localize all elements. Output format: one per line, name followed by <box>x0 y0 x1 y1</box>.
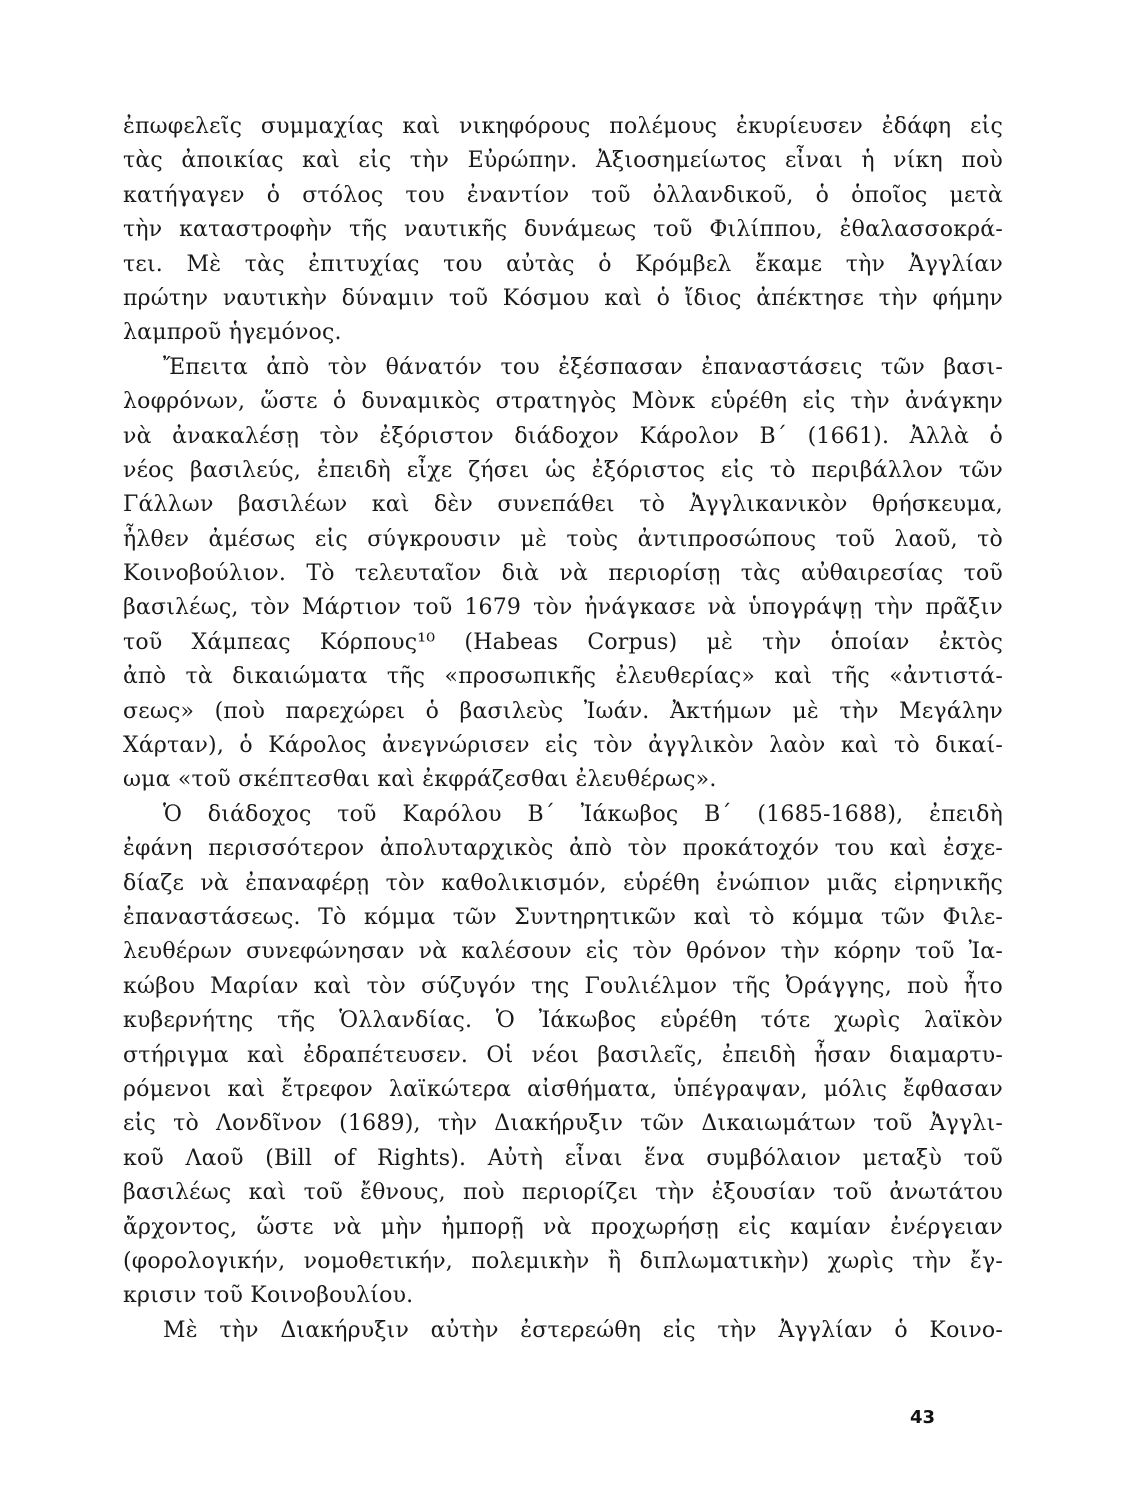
text-line: βασιλέως, τὸν Μάρτιον τοῦ 1679 τὸν ἠνάγκασε νὰ ὑπογράψῃ τὴν πρᾶξιν <box>123 595 1003 621</box>
text-line: νέος βασιλεύς, ἐπειδὴ εἶχε ζήσει ὡς ἐξόριστος εἰς τὸ περιβάλλον τῶν <box>123 457 1003 483</box>
text-line: λοφρόνων, ὥστε ὁ δυναμικὸς στρατηγὸς Μὸνκ εὑρέθη εἰς τὴν ἀνάγκην <box>123 389 1003 415</box>
text-line: στήριγμα καὶ ἐδραπέτευσεν. Οἱ νέοι βασιλεῖς, ἐπειδὴ ἦσαν διαμαρτυ- <box>123 1042 1003 1068</box>
text-line: ἐπωφελεῖς συμμαχίας καὶ νικηφόρους πολέμους ἐκυρίευσεν ἐδάφη εἰς <box>123 114 1003 139</box>
text-line: πρώτην ναυτικὴν δύναμιν τοῦ Κόσμου καὶ ὁ ἴδιος ἀπέκτησε τὴν φήμην <box>123 285 1003 311</box>
text-line: κυβερνήτης τῆς Ὁλλανδίας. Ὁ Ἰάκωβος εὑρέθη τότε χωρὶς λαϊκὸν <box>123 1008 1003 1034</box>
text-line: (φορολογικήν, νομοθετικήν, πολεμικὴν ἢ διπλωματικὴν) χωρὶς τὴν ἔγ- <box>123 1248 1003 1274</box>
paragraph-first-line: Ὁ διάδοχος τοῦ Καρόλου Β΄ Ἰάκωβος Β΄ (1685-1688), ἐπειδὴ <box>163 801 1003 827</box>
text-line: κώβου Μαρίαν καὶ τὸν σύζυγόν της Γουλιέλμον τῆς Ὀράγγης, ποὺ ἦτο <box>123 973 1003 999</box>
text-line: νὰ ἀνακαλέσῃ τὸν ἐξόριστον διάδοχον Κάρολον Β΄ (1661). Ἀλλὰ ὁ <box>123 423 1003 449</box>
text-line: κρισιν τοῦ Κοινοβουλίου. <box>123 1283 414 1309</box>
text-line: ἀπὸ τὰ δικαιώματα τῆς «προσωπικῆς ἐλευθερίας» καὶ τῆς «ἀντιστά- <box>123 664 1003 690</box>
text-line: κατήγαγεν ὁ στόλος του ἐναντίον τοῦ ὀλλανδικοῦ, ὁ ὁποῖος μετὰ <box>123 182 1003 208</box>
text-line: τει. Μὲ τὰς ἐπιτυχίας του αὐτὰς ὁ Κρόμβελ ἔκαμε τὴν Ἀγγλίαν <box>123 251 1003 277</box>
text-line: σεως» (ποὺ παρεχώρει ὁ βασιλεὺς Ἰωάν. Ἀκτήμων μὲ τὴν Μεγάλην <box>123 698 1003 724</box>
text-line: τὴν καταστροφὴν τῆς ναυτικῆς δυνάμεως τοῦ Φιλίππου, ἐθαλασσοκρά- <box>123 217 1003 243</box>
text-line: δίαζε νὰ ἐπαναφέρῃ τὸν καθολικισμόν, εὑρέθη ἐνώπιον μιᾶς εἰρηνικῆς <box>123 870 1003 896</box>
text-line: ἦλθεν ἀμέσως εἰς σύγκρουσιν μὲ τοὺς ἀντιπροσώπους τοῦ λαοῦ, τὸ <box>123 526 1003 552</box>
text-line: τὰς ἀποικίας καὶ εἰς τὴν Εὐρώπην. Ἀξιοσημείωτος εἶναι ἡ νίκη ποὺ <box>123 148 1003 174</box>
text-line: λαμπροῦ ἡγεμόνος. <box>123 320 342 346</box>
text-line: βασιλέως καὶ τοῦ ἔθνους, ποὺ περιορίζει τὴν ἐξουσίαν τοῦ ἀνωτάτου <box>123 1180 1003 1206</box>
text-line: ωμα «τοῦ σκέπτεσθαι καὶ ἐκφράζεσθαι ἐλευθέρως». <box>123 767 717 793</box>
paragraph-first-line: Ἔπειτα ἀπὸ τὸν θάνατόν του ἐξέσπασαν ἐπαναστάσεις τῶν βασι- <box>163 354 1003 380</box>
text-line: κοῦ Λαοῦ (Bill of Rights). Αὐτὴ εἶναι ἕνα συμβόλαιον μεταξὺ τοῦ <box>123 1145 1003 1171</box>
body-text <box>123 110 1003 1348</box>
text-line: ρόμενοι καὶ ἔτρεφον λαϊκώτερα αἰσθήματα, ὑπέγραψαν, μόλις ἔφθασαν <box>123 1076 1003 1102</box>
text-line: ἐπαναστάσεως. Τὸ κόμμα τῶν Συντηρητικῶν καὶ τὸ κόμμα τῶν Φιλε- <box>123 904 1003 930</box>
text-line: ἄρχοντος, ὥστε νὰ μὴν ἠμπορῇ νὰ προχωρήσῃ εἰς καμίαν ἐνέργειαν <box>123 1214 1003 1240</box>
text-line: εἰς τὸ Λονδῖνον (1689), τὴν Διακήρυξιν τῶν Δικαιωμάτων τοῦ Ἀγγλι- <box>123 1111 1003 1137</box>
text-line: λευθέρων συνεφώνησαν νὰ καλέσουν εἰς τὸν θρόνον τὴν κόρην τοῦ Ἰα- <box>123 939 1003 965</box>
text-line: τοῦ Χάμπεας Κόρπους¹⁰ (Habeas Corpus) μὲ τὴν ὁποίαν ἐκτὸς <box>123 629 1003 655</box>
text-line: Χάρταν), ὁ Κάρολος ἀνεγνώρισεν εἰς τὸν ἀγγλικὸν λαὸν καὶ τὸ δικαί- <box>123 733 1003 759</box>
paragraph-first-line: Μὲ τὴν Διακήρυξιν αὐτὴν ἐστερεώθη εἰς τὴν Ἀγγλίαν ὁ Κοινο- <box>163 1317 1003 1343</box>
page-number: 43 <box>909 1407 935 1428</box>
text-line: Κοινοβούλιον. Τὸ τελευταῖον διὰ νὰ περιορίσῃ τὰς αὐθαιρεσίας τοῦ <box>123 561 1003 587</box>
text-line: Γάλλων βασιλέων καὶ δὲν συνεπάθει τὸ Ἀγγλικανικὸν θρήσκευμα, <box>123 492 1003 518</box>
text-line: ἐφάνη περισσότερον ἀπολυταρχικὸς ἀπὸ τὸν προκάτοχόν του καὶ ἐσχε- <box>123 836 1003 862</box>
